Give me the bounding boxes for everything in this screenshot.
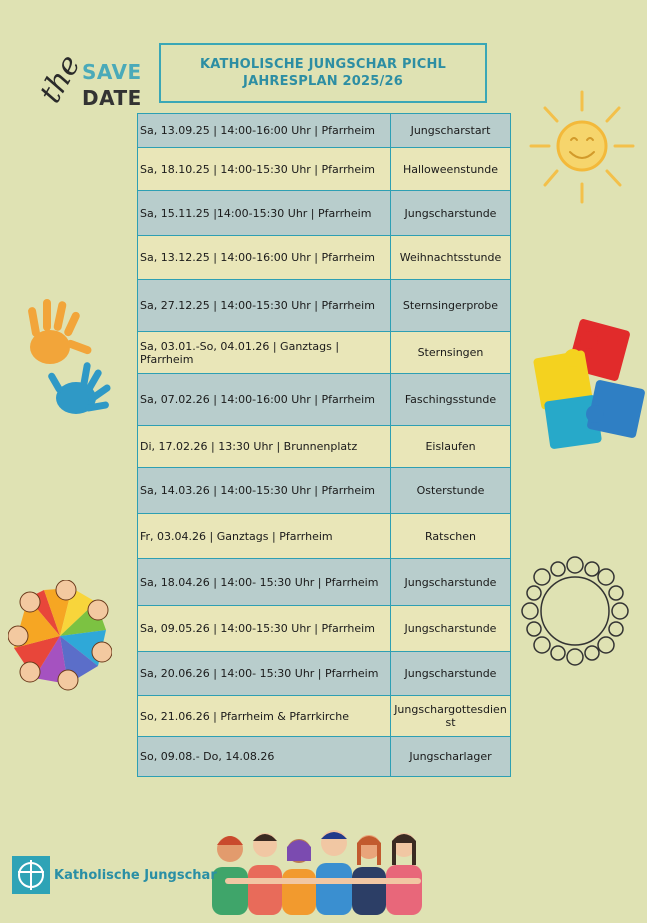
schedule-table: [137, 113, 511, 777]
table-row: [138, 426, 511, 468]
table-row: [138, 332, 511, 374]
row-event: Jungscharstunde: [391, 652, 511, 696]
jungschar-logo: [12, 856, 217, 894]
table-row: [138, 737, 511, 777]
row-date: Sa, 09.05.26 | 14:00-15:30 Uhr | Pfarrheim: [138, 606, 391, 652]
friends-group-icon: [208, 825, 440, 915]
row-date: Sa, 18.04.26 | 14:00- 15:30 Uhr | Pfarrheim: [138, 559, 391, 606]
row-date: Sa, 18.10.25 | 14:00-15:30 Uhr | Pfarrheim: [138, 148, 391, 191]
save-the-date-badge: [32, 48, 146, 114]
row-event: Faschingsstunde: [391, 374, 511, 426]
table-row: [138, 468, 511, 514]
row-event: Jungschargottesdienst: [391, 696, 511, 737]
table-row: [138, 114, 511, 148]
row-event: Sternsingerprobe: [391, 280, 511, 332]
save-word: SAVE: [82, 60, 142, 84]
kids-circle-color-icon: [8, 580, 112, 692]
table-row: [138, 374, 511, 426]
row-event: Jungscharstunde: [391, 606, 511, 652]
title-line-1: KATHOLISCHE JUNGSCHAR PICHL: [199, 57, 447, 72]
table-row: [138, 559, 511, 606]
puzzle-icon: [533, 318, 645, 456]
row-event: Halloweenstunde: [391, 148, 511, 191]
row-date: So, 09.08.- Do, 14.08.26: [138, 737, 391, 777]
save-the-word: the: [32, 48, 88, 110]
row-date: Sa, 14.03.26 | 14:00-15:30 Uhr | Pfarrheim: [138, 468, 391, 514]
row-date: Di, 17.02.26 | 13:30 Uhr | Brunnenplatz: [138, 426, 391, 468]
sun-icon: [527, 88, 637, 208]
table-row: [138, 514, 511, 559]
row-date: Fr, 03.04.26 | Ganztags | Pfarrheim: [138, 514, 391, 559]
page-title: [159, 43, 487, 103]
row-date: Sa, 13.09.25 | 14:00-16:00 Uhr | Pfarrheim: [138, 114, 391, 148]
table-row: [138, 191, 511, 236]
row-event: Jungscharstunde: [391, 559, 511, 606]
row-event: Jungscharlager: [391, 737, 511, 777]
date-word: DATE: [82, 86, 142, 110]
table-row: [138, 606, 511, 652]
row-date: Sa, 27.12.25 | 14:00-15:30 Uhr | Pfarrheim: [138, 280, 391, 332]
logo-text: Katholische Jungschar: [54, 867, 217, 883]
row-event: Weihnachtsstunde: [391, 236, 511, 280]
table-row: [138, 280, 511, 332]
row-date: Sa, 03.01.-So, 04.01.26 | Ganztags | Pfarrheim: [138, 332, 391, 374]
row-event: Osterstunde: [391, 468, 511, 514]
table-row: [138, 236, 511, 280]
kids-circle-sketch-icon: [520, 555, 630, 667]
row-date: Sa, 13.12.25 | 14:00-16:00 Uhr | Pfarrheim: [138, 236, 391, 280]
row-date: Sa, 15.11.25 |14:00-15:30 Uhr | Pfarrheim: [138, 191, 391, 236]
row-event: Eislaufen: [391, 426, 511, 468]
table-row: [138, 696, 511, 737]
jungschar-logo-icon: [12, 856, 50, 894]
row-date: Sa, 20.06.26 | 14:00- 15:30 Uhr | Pfarrheim: [138, 652, 391, 696]
row-event: Jungscharstart: [391, 114, 511, 148]
table-row: [138, 652, 511, 696]
row-date: So, 21.06.26 | Pfarrheim & Pfarrkirche: [138, 696, 391, 737]
row-date: Sa, 07.02.26 | 14:00-16:00 Uhr | Pfarrheim: [138, 374, 391, 426]
row-event: Jungscharstunde: [391, 191, 511, 236]
row-event: Ratschen: [391, 514, 511, 559]
table-row: [138, 148, 511, 191]
title-line-2: JAHRESPLAN 2025/26: [243, 74, 403, 89]
row-event: Sternsingen: [391, 332, 511, 374]
handprint-blue-icon: [46, 362, 118, 426]
